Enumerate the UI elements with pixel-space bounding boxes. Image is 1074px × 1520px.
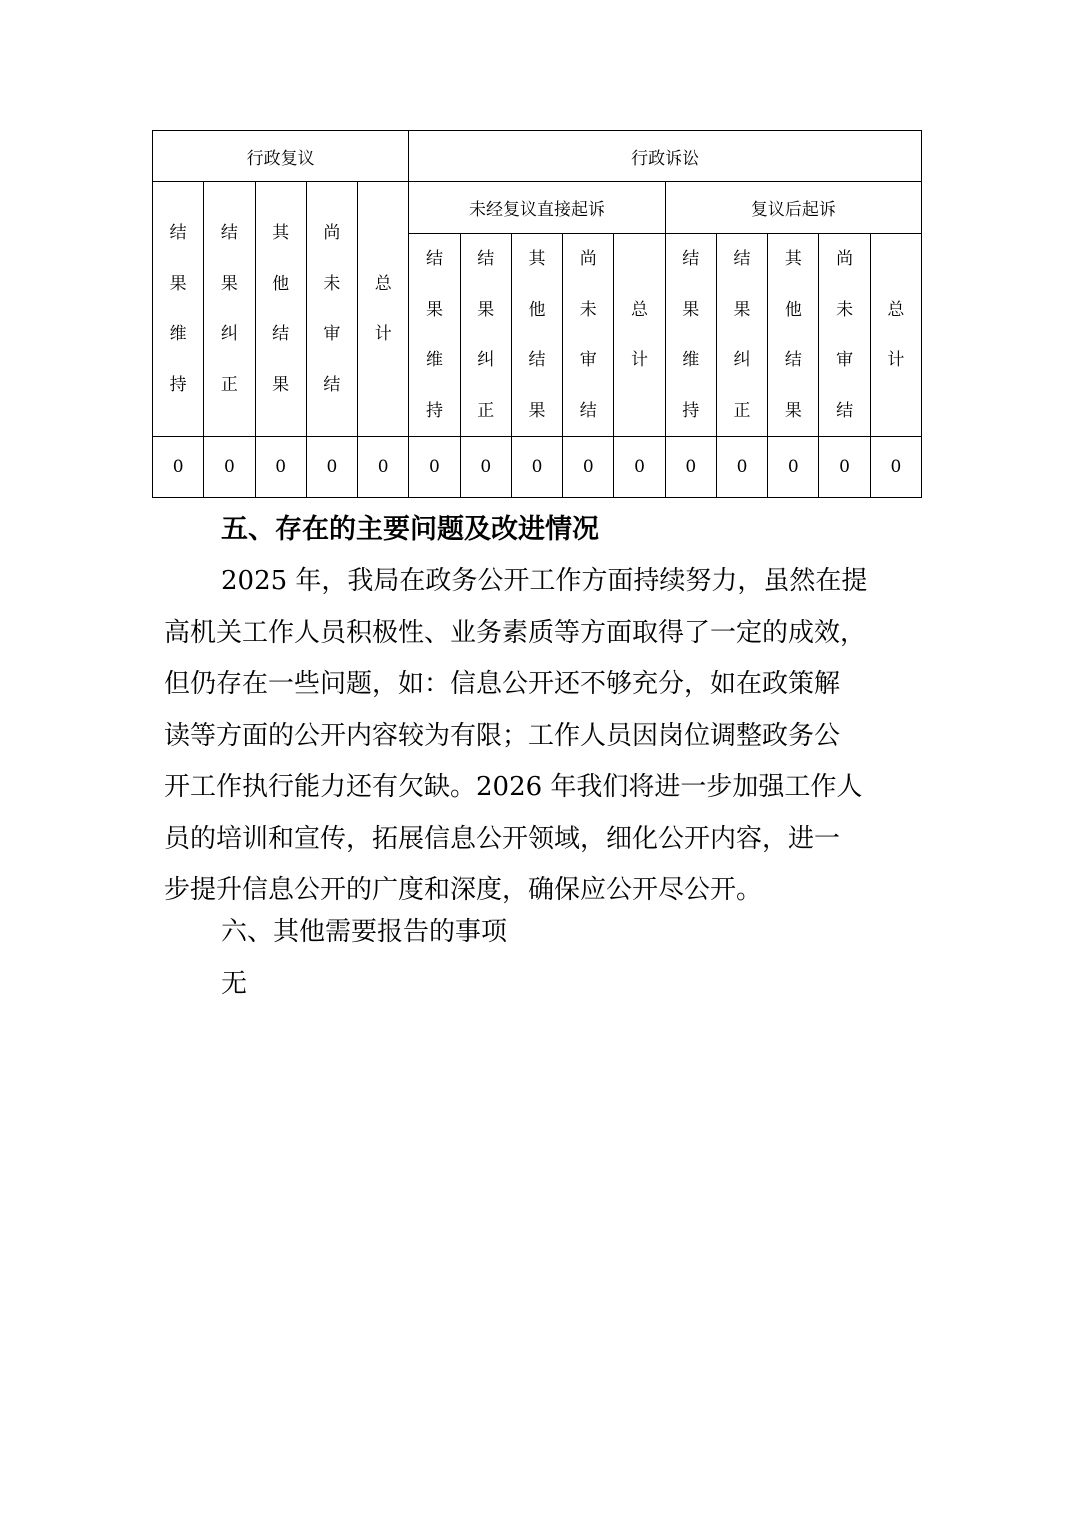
- section-5-heading: 五、存在的主要问题及改进情况: [221, 514, 599, 545]
- direct-col-pending: 尚 未 审 结: [563, 234, 614, 437]
- paragraph-line: 高机关工作人员积极性、业务素质等方面取得了一定的成效，: [164, 617, 867, 648]
- review-col-total: 总 计: [358, 182, 409, 437]
- table-cell: 0: [870, 437, 921, 498]
- appeal-statistics-table: [152, 130, 922, 498]
- paragraph-line: 读等方面的公开内容较为有限；工作人员因岗位调整政务公: [164, 720, 841, 751]
- table-cell: 0: [819, 437, 870, 498]
- review-col-maintain: 结 果 维 持: [153, 182, 204, 437]
- section-6-heading: 六、其他需要报告的事项: [221, 917, 508, 947]
- paragraph-line: 步提升信息公开的广度和深度，确保应公开尽公开。: [164, 875, 763, 905]
- direct-col-correct: 结 果 纠 正: [460, 234, 511, 437]
- table-cell: 0: [153, 437, 204, 498]
- section-5-paragraph: [164, 556, 916, 917]
- table-cell: 0: [665, 437, 716, 498]
- table-cell: 0: [614, 437, 665, 498]
- header-administrative-litigation: 行政诉讼: [409, 131, 922, 182]
- direct-col-total: 总 计: [614, 234, 665, 437]
- after-col-maintain: 结 果 维 持: [665, 234, 716, 437]
- table-header-row: [153, 131, 922, 182]
- review-col-other: 其 他 结 果: [255, 182, 306, 437]
- table-cell: 0: [460, 437, 511, 498]
- header-litigation-after-review: 复议后起诉: [665, 182, 921, 234]
- header-administrative-review: 行政复议: [153, 131, 409, 182]
- direct-col-maintain: 结 果 维 持: [409, 234, 460, 437]
- table-cell: 0: [306, 437, 357, 498]
- table-cell: 0: [768, 437, 819, 498]
- paragraph-line: 但仍存在一些问题，如：信息公开还不够充分，如在政策解: [164, 669, 841, 699]
- direct-col-other: 其 他 结 果: [511, 234, 562, 437]
- after-col-correct: 结 果 纠 正: [716, 234, 767, 437]
- after-col-pending: 尚 未 审 结: [819, 234, 870, 437]
- header-direct-litigation: 未经复议直接起诉: [409, 182, 665, 234]
- paragraph-line: 开工作执行能力还有欠缺。2026 年我们将进一步加强工作人: [164, 772, 863, 802]
- table-cell: 0: [563, 437, 614, 498]
- table-cell: 0: [358, 437, 409, 498]
- table-subheader-row: [153, 182, 922, 234]
- table-cell: 0: [409, 437, 460, 498]
- review-col-correct: 结 果 纠 正: [204, 182, 255, 437]
- paragraph-line: 员的培训和宣传，拓展信息公开领域，细化公开内容，进一: [164, 823, 841, 854]
- after-col-other: 其 他 结 果: [768, 234, 819, 437]
- review-col-pending: 尚 未 审 结: [306, 182, 357, 437]
- table-cell: 0: [255, 437, 306, 498]
- table-cell: 0: [716, 437, 767, 498]
- table-cell: 0: [511, 437, 562, 498]
- section-6-content: 无: [221, 969, 248, 999]
- paragraph-line: 2025 年，我局在政务公开工作方面持续努力，虽然在提: [221, 566, 868, 596]
- table-row: [153, 437, 922, 498]
- after-col-total: 总 计: [870, 234, 921, 437]
- table-cell: 0: [204, 437, 255, 498]
